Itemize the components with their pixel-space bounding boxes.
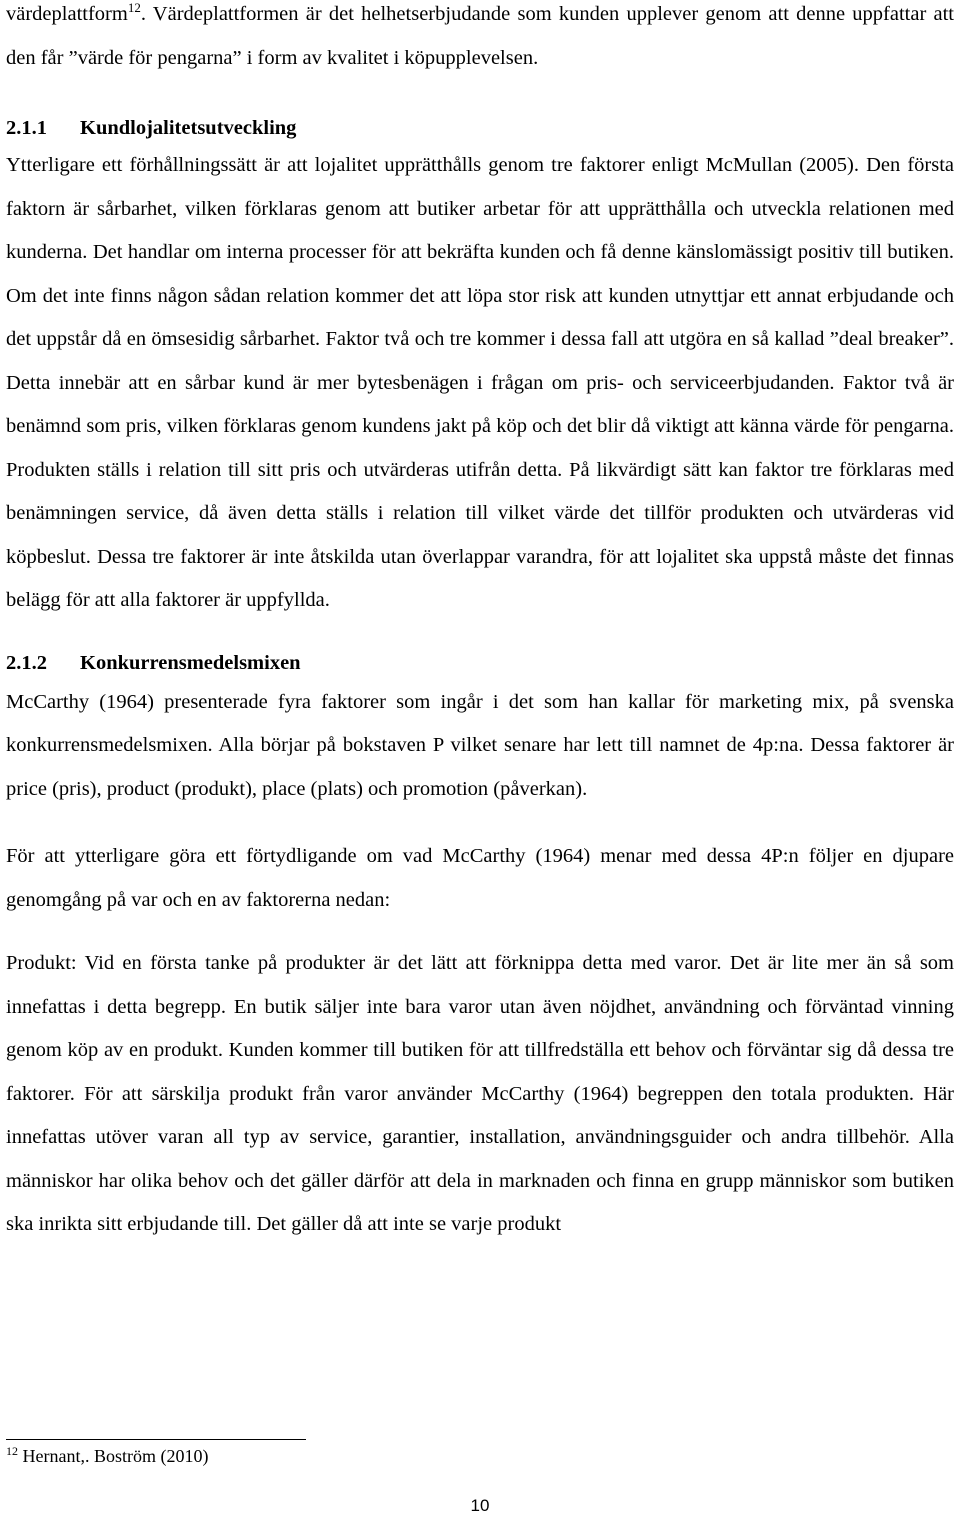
paragraph-fortydligande: För att ytterligare göra ett förtydligande om vad McCarthy (1964) menar med dessa 4P:n följer en djupare genomgång på var och en av faktorerna nedan: bbox=[6, 845, 954, 911]
footnote-reference[interactable]: 12 bbox=[127, 0, 141, 16]
footnote-text: Hernant,. Boström (2010) bbox=[22, 1446, 209, 1466]
footnote-number: 12 bbox=[6, 1444, 18, 1458]
document-page bbox=[6, 0, 954, 1247]
section-number: 2.1.2 bbox=[6, 651, 47, 674]
page-number: 10 bbox=[470, 1496, 490, 1515]
section-heading-konkurrensmedelsmixen bbox=[6, 643, 954, 683]
footnote bbox=[6, 1444, 208, 1468]
paragraph-vardeplattform bbox=[6, 0, 954, 80]
paragraph-text: . Värdeplattformen är det helhetserbjudande som kunden upplever genom att denne uppfattar att den får ”värde för pengarna” i form av kvalitet i köpupplevelsen. bbox=[6, 3, 954, 69]
section-number: 2.1.1 bbox=[6, 117, 47, 139]
paragraph-text: värdeplattform bbox=[6, 3, 128, 25]
section-title: Kundlojalitetsutveckling bbox=[80, 117, 297, 139]
paragraph-marketing-mix: McCarthy (1964) presenterade fyra faktorer som ingår i det som han kallar för marketing mix, på svenska konkurrensmedelsmixen. Alla börjar på bokstaven P vilket senare har lett till namnet de 4p:na. Dessa faktorer är price (pris), product (produkt), place (plats) och promotion (påverkan). bbox=[6, 690, 954, 800]
paragraph-lojalitet: Ytterligare ett förhållningssätt är att lojalitet upprätthålls genom tre faktorer enligt McMullan (2005). Den första faktorn är sårbarhet, vilken förklaras genom att butiker arbetar för att upprätthålla och utveckla relationen med kunderna. Det handlar om interna processer för att bekräfta kunden och få denne känslomässigt positiv till butiken. Om det inte finns någon sådan relation kommer det att löpa stor risk att kunden utnyttjar ett annat erbjudande och det uppstår då en ömsesidig sårbarhet. Faktor två och tre kommer i dessa fall att utgöra en så kallad ”deal breaker”. Detta innebär att en sårbar kund är mer bytesbenägen i frågan om pris- och serviceerbjudanden. Faktor två är benämnd som pris, vilken förklaras genom kundens jakt på köp och det blir då viktigt att känna värde för pengarna. Produkten ställs i relation till sitt pris och utvärderas utifrån detta. På likvärdigt sätt kan faktor tre förklaras med benämningen service, då även detta ställs i relation till vilket värde det tillför produkten och utvärderas vid köpbeslut. Dessa tre faktorer är inte åtskilda utan överlappar varandra, för att lojalitet ska uppstå måste det finnas belägg för att alla faktorer är uppfyllda. bbox=[6, 154, 954, 611]
section-title: Konkurrensmedelsmixen bbox=[80, 651, 301, 674]
paragraph-produkt: Produkt: Vid en första tanke på produkter är det lätt att förknippa detta med varor. Det är lite mer än så som innefattas i detta begrepp. En butik säljer inte bara varor utan även nöjdhet, användning och förväntad vinning genom köp av en produkt. Kunden kommer till butiken för att tillfredställa ett behov och förväntar sig då dessa tre faktorer. För att särskilja produkt från varor använder McCarthy (1964) begreppen den totala produkten. Här innefattas utöver varan all typ av service, garantier, installation, användningsguider och andra tillbehör. Alla människor har olika behov och det gäller därför att dela in marknaden och finna en grupp människor som butiken ska inrikta sitt erbjudande till. Det gäller då att inte se varje produkt bbox=[6, 952, 954, 1235]
footnote-separator bbox=[6, 1439, 306, 1440]
section-heading-kundlojalitetsutveckling bbox=[6, 108, 954, 148]
